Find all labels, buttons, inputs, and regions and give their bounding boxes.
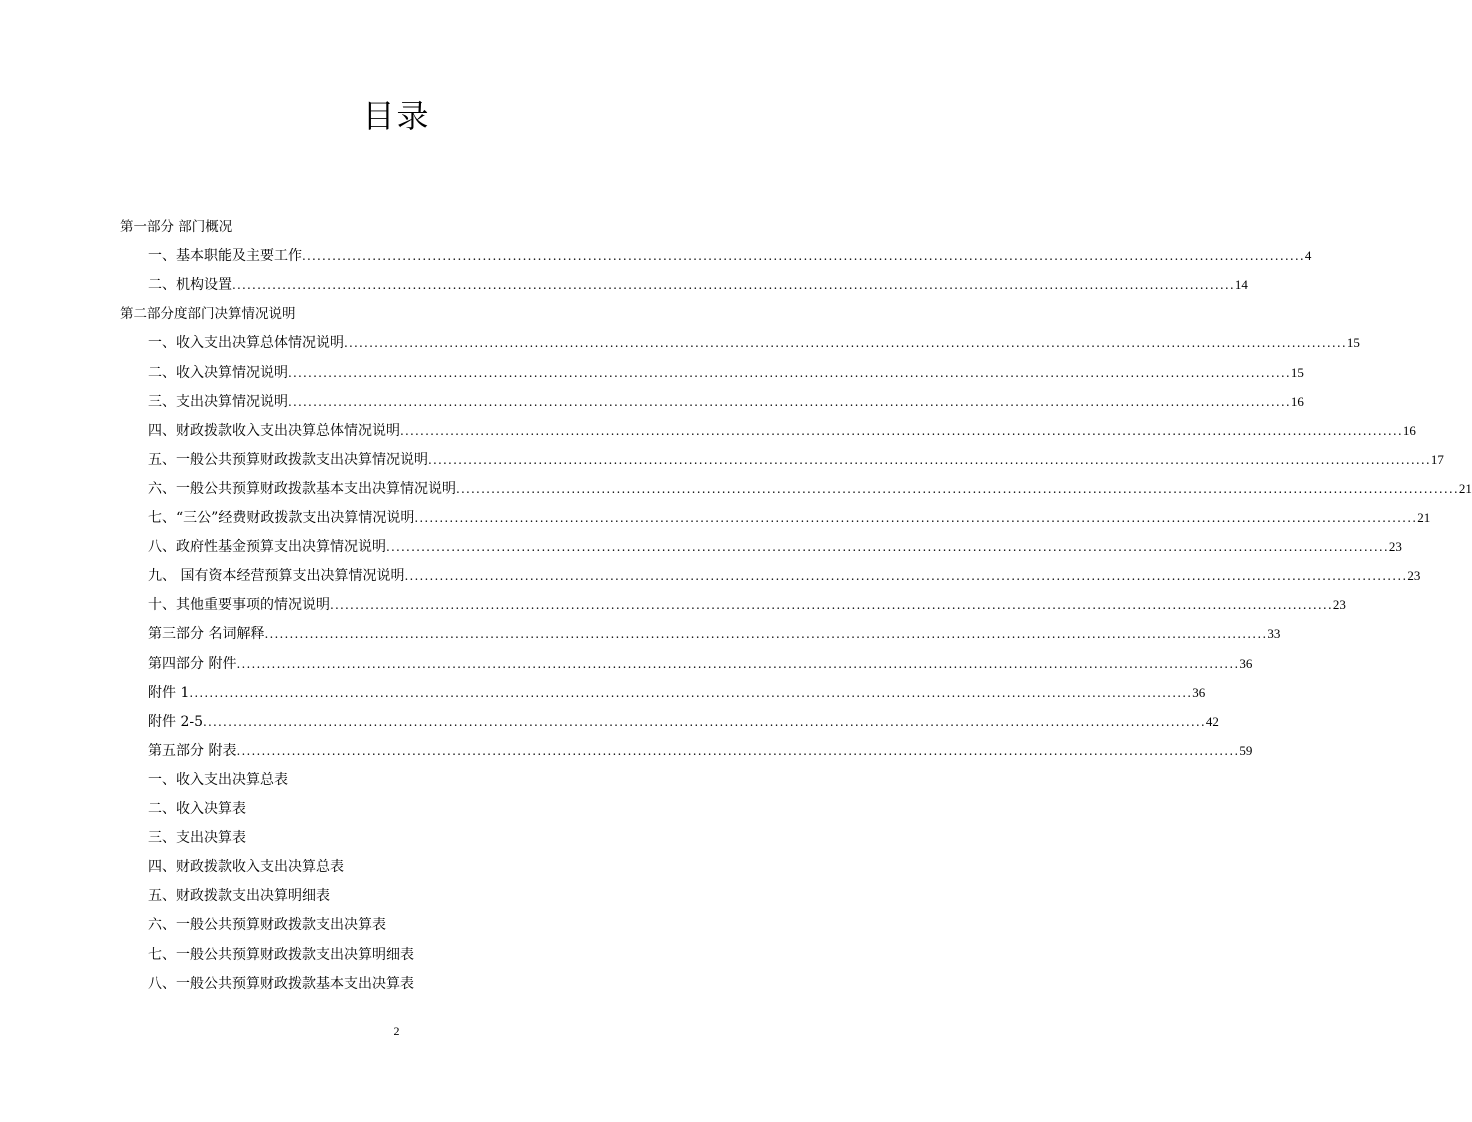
toc-item [148,764,288,793]
toc-item [148,822,246,851]
toc-item-label: 第二部分度部门决算情况说明 [120,306,296,323]
toc-item-label: 六、一般公共预算财政拨款支出决算表 [148,917,386,934]
toc-item-leader: ........................................................................................................................................................................................................ [236,743,1240,758]
toc-item-label: 第一部分 部门概况 [120,219,233,235]
toc-item-label: 四、财政拨款收入支出决算总表 [148,859,344,876]
toc-item-label: 一、基本职能及主要工作 [148,248,302,265]
toc-item-leader: ........................................................................................................................................................................................................ [404,569,1408,584]
toc-item [148,473,1472,502]
toc-item [148,880,330,909]
toc-item-leader: ........................................................................................................................................................................................................ [288,394,1291,409]
toc-item-leader: ........................................................................................................................................................................................................ [288,365,1291,380]
toc-item-page: 36 [1192,684,1206,700]
toc-item [148,793,246,822]
toc-item-label: 三、支出决算情况说明 [148,393,288,410]
toc-item [148,618,1281,647]
toc-item [148,968,414,997]
toc-item [148,909,386,938]
toc-item [148,502,1431,531]
page-number: 2 [393,1024,400,1038]
toc-item [148,357,1304,386]
toc-item [148,851,344,880]
toc-item-leader: ........................................................................................................................................................................................................ [189,685,1193,700]
toc-item-page: 21 [1417,510,1431,525]
toc-item-label: 八、一般公共预算财政拨款基本支出决算表 [148,975,414,992]
toc-item-label: 一、收入支出决算总体情况说明 [148,335,344,352]
toc-item-page: 59 [1239,742,1253,758]
toc-item-label: 附件 1 [148,684,190,701]
toc-item [120,298,296,327]
toc-item-page: 16 [1290,393,1304,409]
toc-item-leader: ........................................................................................................................................................................................................ [428,452,1431,467]
toc-item-label: 一、收入支出决算总表 [148,771,288,788]
toc-item-label: 五、一般公共预算财政拨款支出决算情况说明 [148,451,428,468]
toc-item-leader: ........................................................................................................................................................................................................ [232,278,1235,293]
toc-item [120,211,232,240]
toc-item [148,240,1312,269]
toc-item [148,386,1304,415]
toc-item-page: 42 [1205,713,1219,729]
toc-item-page: 21 [1458,480,1472,496]
toc-item-page: 4 [1304,248,1312,264]
toc-item-page: 36 [1239,655,1253,671]
toc-item-page: 14 [1234,277,1248,293]
toc-item-page: 23 [1332,597,1346,613]
toc-item-leader: ........................................................................................................................................................................................................ [302,249,1305,264]
toc-item-label: 第三部分 名词解释 [148,626,265,643]
toc-item-label: 二、收入决算情况说明 [148,364,288,381]
toc-item-leader: ........................................................................................................................................................................................................ [414,511,1418,525]
toc-item-label: 十、其他重要事项的情况说明 [148,597,330,614]
toc-item-page: 16 [1402,422,1416,438]
toc-item-label: 八、政府性基金预算支出决算情况说明 [148,539,386,556]
toc-item-page: 23 [1388,539,1402,555]
toc-item-page: 23 [1407,568,1421,584]
toc-item-label: 四、财政拨款收入支出决算总体情况说明 [148,422,400,439]
toc-item-page: 15 [1290,364,1304,380]
toc-item-leader: ........................................................................................................................................................................................................ [400,423,1403,438]
toc-item-label: 九、 国有资本经营预算支出决算情况说明 [148,568,405,585]
toc-item-page: 15 [1346,335,1360,351]
toc-item-label: 六、一般公共预算财政拨款基本支出决算情况说明 [148,480,456,497]
toc-item-leader: ........................................................................................................................................................................................................ [456,481,1459,496]
toc-item [148,735,1253,764]
toc-item-label: 附件 2-5 [148,713,203,730]
toc-item [148,444,1444,473]
toc-item-leader: ........................................................................................................................................................................................................ [330,598,1333,613]
toc-item-leader: ........................................................................................................................................................................................................ [236,656,1240,671]
toc-item-page: 17 [1430,451,1444,467]
toc-item-leader: ........................................................................................................................................................................................................ [264,627,1268,642]
toc-item-leader: ........................................................................................................................................................................................................ [386,540,1389,555]
toc-item [148,327,1360,356]
toc-item [148,648,1253,677]
toc-item-label: 第五部分 附表 [148,742,237,759]
toc-item [148,531,1402,560]
toc-item-page: 33 [1267,626,1281,642]
toc-item-label: 二、机构设置 [148,277,232,294]
toc-item-label: 第四部分 附件 [148,655,237,672]
page-title: 目录 [362,97,431,135]
toc-item [148,269,1248,298]
toc-item-leader: ........................................................................................................................................................................................................ [203,714,1206,729]
toc-item [148,589,1346,618]
toc-item-label: 三、支出决算表 [148,830,246,847]
toc-item-label: 七、一般公共预算财政拨款支出决算明细表 [148,946,414,963]
toc-item-label: 七、“三公”经费财政拨款支出决算情况说明 [148,510,415,526]
toc-item [148,677,1206,706]
toc-item [148,415,1416,444]
toc-item [148,560,1421,589]
toc-item-leader: ........................................................................................................................................................................................................ [344,336,1347,351]
toc-item-label: 二、收入决算表 [148,801,246,817]
toc-item [148,706,1219,735]
toc-item-label: 五、财政拨款支出决算明细表 [148,888,330,905]
toc-item [148,939,414,968]
